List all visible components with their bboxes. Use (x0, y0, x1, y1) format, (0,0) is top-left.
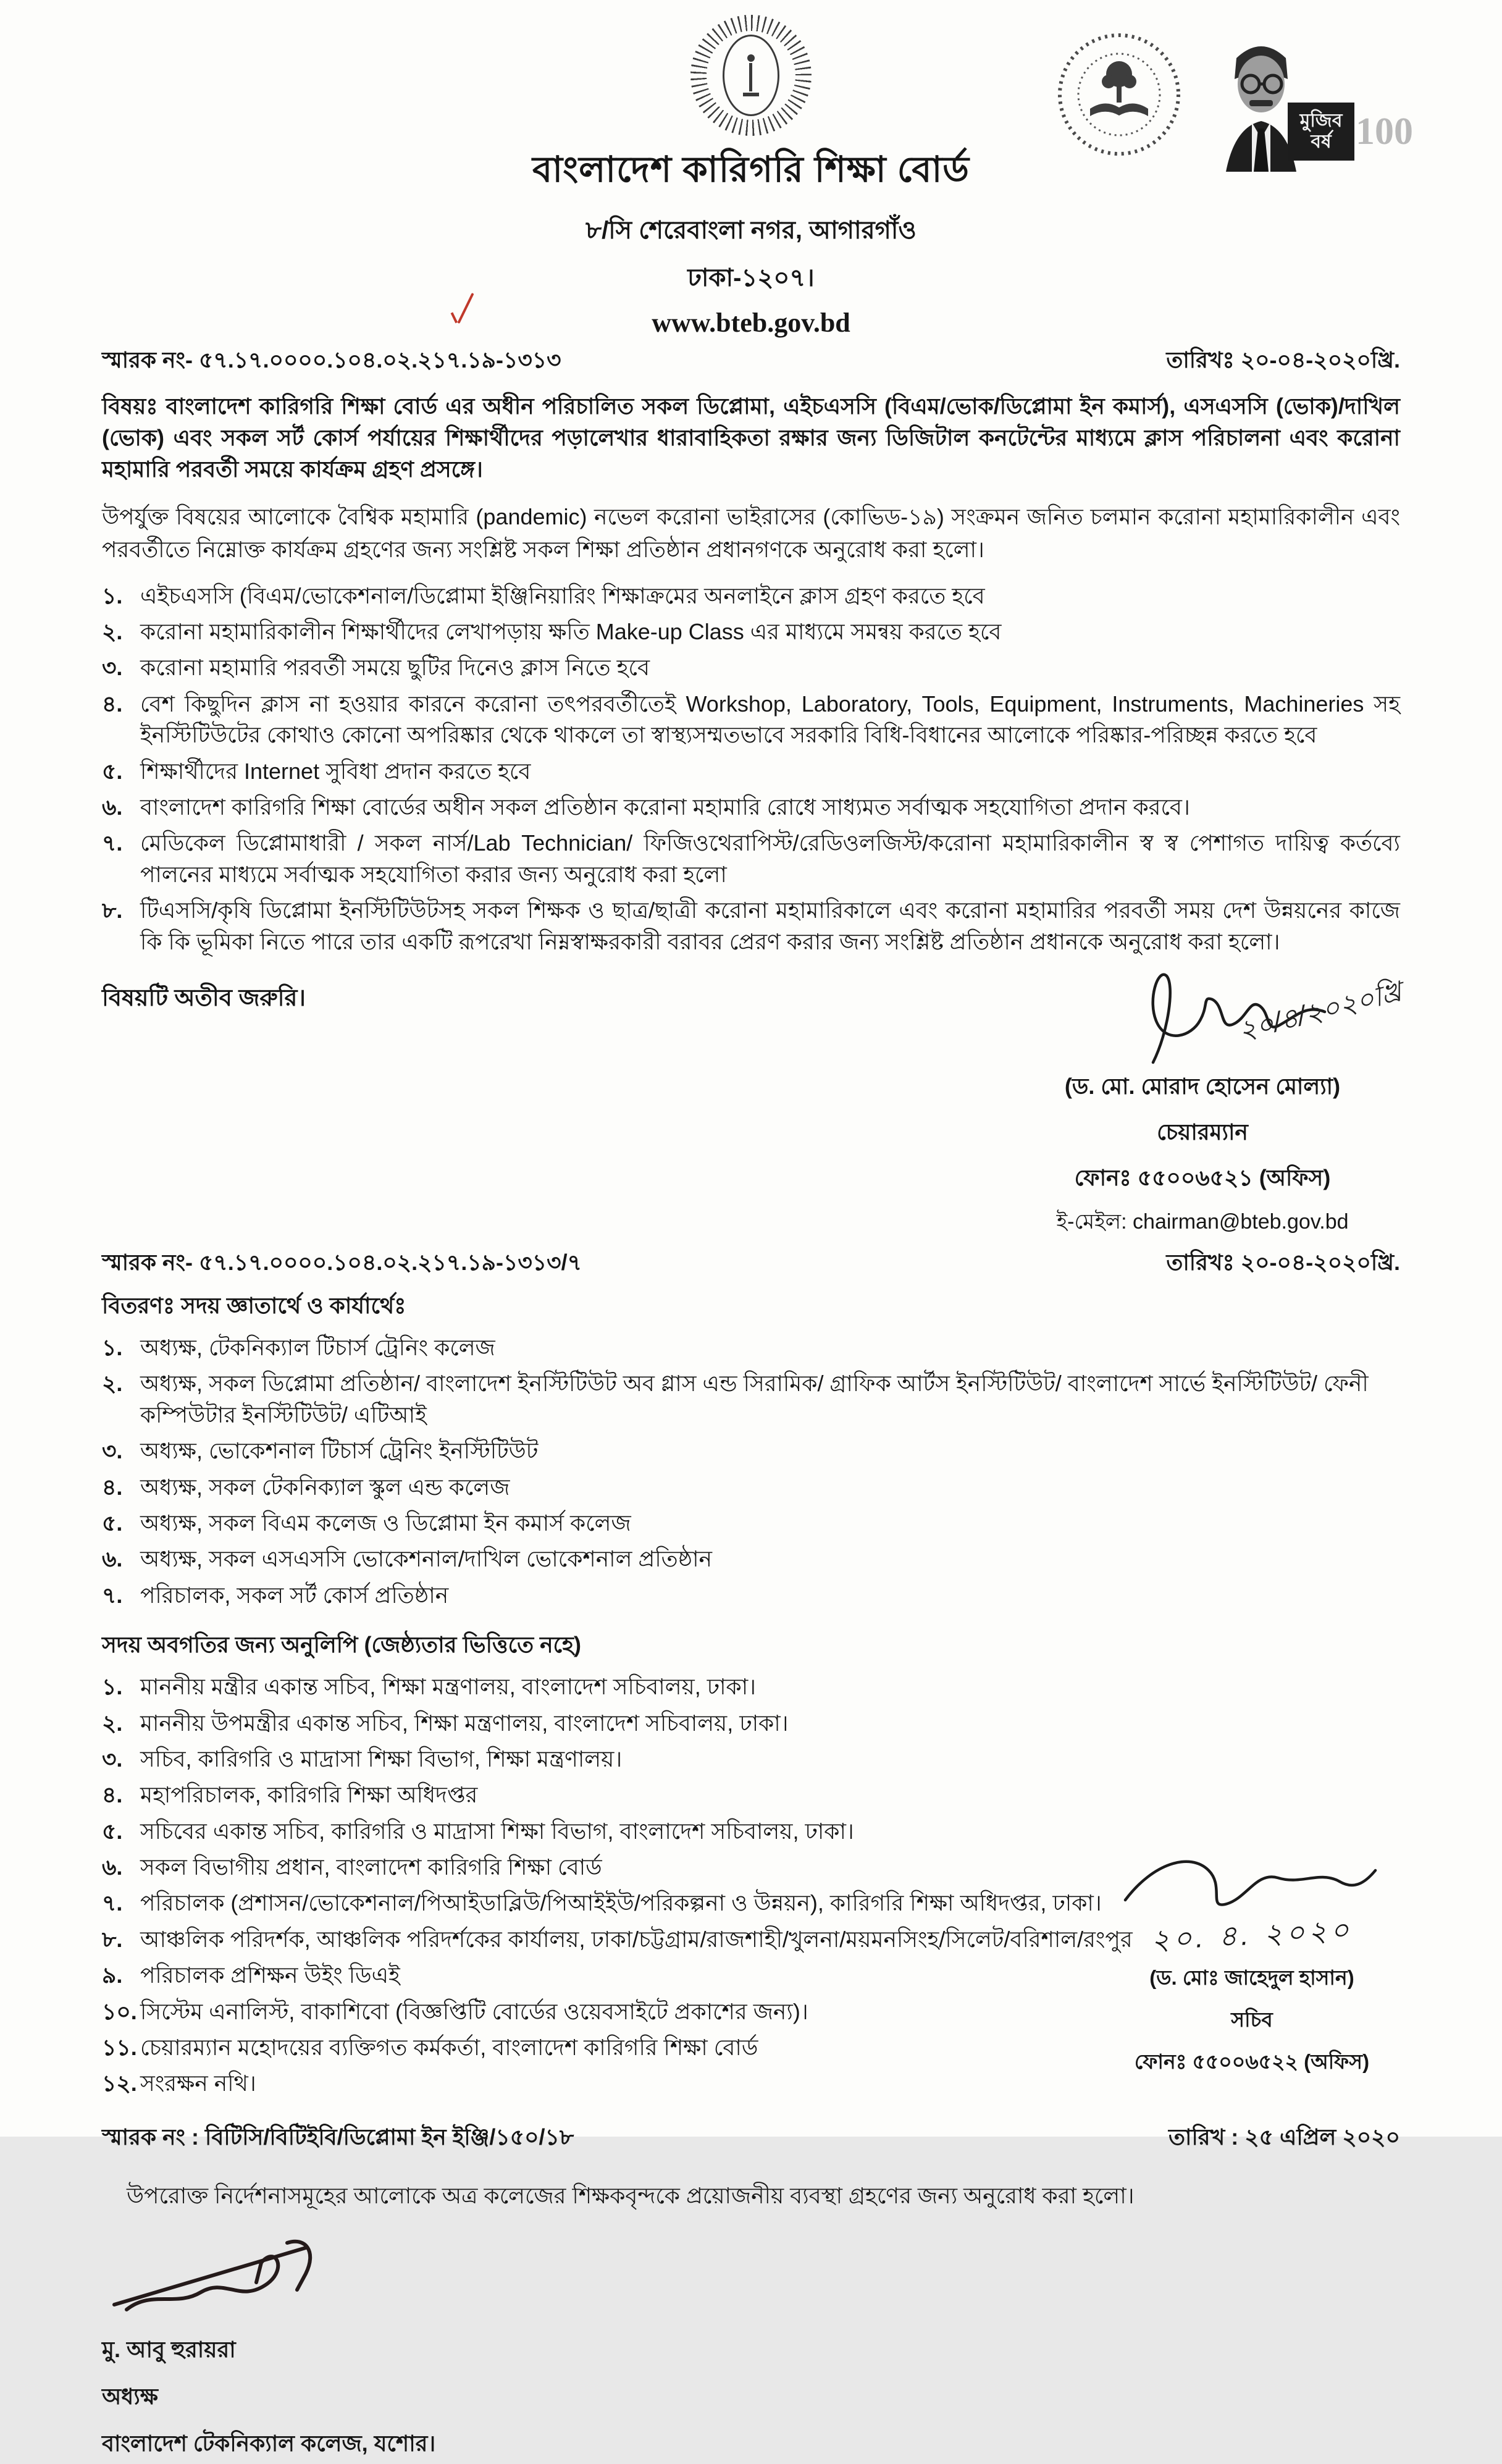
item-text: অধ্যক্ষ, ভোকেশনাল টিচার্স ট্রেনিং ইনস্টিটিউট (140, 1438, 539, 1464)
item-text: বাংলাদেশ কারিগরি শিক্ষা বোর্ডের অধীন সকল প্রতিষ্ঠান করোনা মহামারি রোধে সাধ্যমত সর্বাত্মক সহযোগিতা প্রদান করবে। (140, 794, 1190, 820)
item-text: সিস্টেম এনালিস্ট, বাকাশিবো (বিজ্ঞপ্তিটি বোর্ডের ওয়েবসাইটে প্রকাশের জন্য)। (140, 1998, 808, 2024)
memo1-row (102, 343, 1400, 381)
endorsement-instruction: উপরোক্ত নির্দেশনাসমূহের আলোকে অত্র কলেজের শিক্ষকবৃন্দকে প্রয়োজনীয় ব্যবস্থা গ্রহণের জন্য অনুরোধ করা হলো। (127, 2182, 1135, 2208)
chairman-phone: ফোনঃ ৫৫০০৬৫২১ (অফিস) (1074, 1165, 1331, 1190)
item-number: ৩. (102, 1746, 123, 1772)
item-number: ২. (102, 1371, 123, 1397)
mujib-word-2: বর্ষ (1311, 132, 1332, 152)
secretary-signature-block (1079, 1838, 1425, 2080)
item-text: মেডিকেল ডিপ্লোমাধারী / সকল নার্স/Lab Technician/ ফিজিওথেরাপিস্ট/রেডিওলজিস্ট/করোনা মহামারিকালীন স্ব স্ব পেশাগত দায়িত্ব কর্তব্যে পালনের মাধ্যমে সর্বাত্মক সহযোগিতা করার জন্য অনুরোধ করা হলো (140, 830, 1400, 887)
item-text: অধ্যক্ষ, সকল বিএম কলেজ ও ডিপ্লোমা ইন কমার্স কলেজ (140, 1510, 631, 1536)
distribution-item (102, 1544, 1400, 1575)
urgent-note: বিষয়টি অতীব জরুরি। (102, 985, 306, 1011)
item-text: সচিবের একান্ত সচিব, কারিগরি ও মাদ্রাসা শিক্ষা বিভাগ, বাংলাদেশ সচিবালয়, ঢাকা। (140, 1818, 854, 1844)
item-number: ১. (102, 582, 123, 608)
item-text: মাননীয় মন্ত্রীর একান্ত সচিব, শিক্ষা মন্ত্রণালয়, বাংলাদেশ সচিবালয়, ঢাকা। (140, 1674, 757, 1700)
item-number: ৬. (102, 794, 123, 820)
directives-list (102, 581, 1400, 957)
item-number: ১. (102, 1335, 123, 1360)
item-number: ৭. (102, 830, 123, 856)
directive-item (102, 616, 1400, 647)
item-number: ৫. (102, 1510, 123, 1536)
distribution-heading: বিতরণঃ সদয় জ্ঞাতার্থে ও কার্যার্থেঃ (102, 1293, 406, 1318)
distribution-item (102, 1332, 1400, 1363)
item-text: অধ্যক্ষ, সকল এসএসসি ভোকেশনাল/দাখিল ভোকেশনাল প্রতিষ্ঠান (140, 1546, 713, 1572)
item-text: শিক্ষার্থীদের Internet সুবিধা প্রদান করতে হবে (140, 758, 531, 784)
item-text: মহাপরিচালক, কারিগরি শিক্ষা অধিদপ্তর (140, 1782, 478, 1808)
secretary-phone: ফোনঃ ৫৫০০৬৫২২ (অফিস) (1134, 2050, 1370, 2074)
item-text: পরিচালক, সকল সর্ট কোর্স প্রতিষ্ঠান (140, 1582, 449, 1608)
item-number: ৮. (102, 898, 123, 923)
item-text: অধ্যক্ষ, টেকনিক্যাল টিচার্স ট্রেনিং কলেজ (140, 1335, 495, 1360)
mujib-100-number: 100 (1356, 110, 1413, 153)
memo1-date: তারিখঃ ২০-০৪-২০২০খ্রি. (1166, 347, 1400, 372)
mujib-word-1: মুজিব (1299, 110, 1343, 131)
item-number: ১. (102, 1674, 123, 1700)
item-number: ৪. (102, 691, 123, 717)
item-text: করোনা মহামারি পরবর্তী সময়ে ছুটির দিনেও ক্লাস নিতে হবে (140, 655, 650, 681)
item-number: ১১. (102, 2035, 137, 2061)
memo3-number: স্মারক নং : বিটিসি/বিটিইবি/ডিপ্লোমা ইন ইঞ্জি/১৫০/১৮ (102, 2124, 574, 2150)
principal-designation: অধ্যক্ষ (102, 2384, 158, 2409)
item-number: ৪. (102, 1474, 123, 1500)
bteb-starburst-seal-icon (690, 15, 812, 136)
distribution-item (102, 1368, 1400, 1431)
directive-item (102, 828, 1400, 890)
item-number: ৮. (102, 1926, 123, 1952)
secretary-signature-icon (1116, 1838, 1388, 1919)
copies-heading: সদয় অবগতির জন্য অনুলিপি (জেষ্ঠ্যতার ভিত্তিতে নহে) (102, 1632, 581, 1658)
directive-item (102, 689, 1400, 751)
chairman-designation: চেয়ারম্যান (1157, 1119, 1248, 1145)
item-number: ১২. (102, 2071, 137, 2096)
item-text: বেশ কিছুদিন ক্লাস না হওয়ার কারনে করোনা তৎপরবর্তীতেই Workshop, Laboratory, Tools, Equipment, Instruments, Machineries সহ ইনস্টিটিউটের কোথাও কোনো অপরিষ্কার থেকে থাকলে তা স্বাস্থ্যসম্মতভাবে সরকারি বিধি-বিধানের আলোকে পরিষ্কার-পরিচ্ছন্ন করতে হবে (140, 691, 1400, 748)
item-text: পরিচালক (প্রশাসন/ভোকেশনাল/পিআইডাব্লিউ/পিআইইউ/পরিকল্পনা ও উন্নয়ন), কারিগরি শিক্ষা অধিদপ্তর, ঢাকা। (140, 1890, 1102, 1916)
item-text: টিএসসি/কৃষি ডিপ্লোমা ইনস্টিটিউটসহ সকল শিক্ষক ও ছাত্র/ছাত্রী করোনা মহামারিকালে এবং করোনা মহামারির পরবর্তী সময় দেশ উন্নয়নের কাজে কি কি ভূমিকা নিতে পারে তার একটি রূপরেখা নিম্নস্বাক্ষরকারী বরাবর প্রেরণ করার জন্য সংশ্লিষ্ট প্রতিষ্ঠান প্রধানকে অনুরোধ করা হলো। (140, 898, 1400, 954)
directive-item (102, 895, 1400, 957)
item-number: ৭. (102, 1890, 123, 1916)
item-number: ৫. (102, 1818, 123, 1844)
item-text: আঞ্চলিক পরিদর্শক, আঞ্চলিক পরিদর্শকের কার্যালয়, ঢাকা/চট্টগ্রাম/রাজশাহী/খুলনা/ময়মনসিংহ/সিলেট/বরিশাল/রংপুর (140, 1926, 1133, 1952)
item-number: ২. (102, 1710, 123, 1736)
body-paragraph: উপর্যুক্ত বিষয়ের আলোকে বৈশ্বিক মহামারি (pandemic) নভেল করোনা ভাইরাসের (কোভিড-১৯) সংক্রমন জনিত চলমান করোনা মহামারিকালীন এবং পরবর্তীতে নিম্নোক্ত কার্যক্রম গ্রহণের জন্য সংশ্লিষ্ট সকল শিক্ষা প্রতিষ্ঠান প্রধানগণকে অনুরোধ করা হলো। (102, 504, 1400, 562)
item-number: ১০. (102, 1998, 137, 2024)
chairman-signature-block (1005, 964, 1405, 1241)
secretary-designation: সচিব (1231, 2008, 1273, 2032)
letterhead (102, 11, 1413, 338)
principal-institute: বাংলাদেশ টেকনিক্যাল কলেজ, যশোর। (102, 2431, 436, 2456)
item-number: ৬. (102, 1854, 123, 1880)
item-text: পরিচালক প্রশিক্ষন উইং ডিএই (140, 1962, 400, 1988)
memo2-date: তারিখঃ ২০-০৪-২০২০খ্রি. (1166, 1250, 1400, 1275)
item-number: ৭. (102, 1582, 123, 1608)
org-title: বাংলাদেশ কারিগরি শিক্ষা বোর্ড (532, 149, 970, 190)
item-text: এইচএসসি (বিএম/ভোকেশনাল/ডিপ্লোমা ইঞ্জিনিয়ারিং শিক্ষাক্রমের অনলাইনে ক্লাস গ্রহণ করতে হবে (140, 582, 985, 608)
item-number: ৯. (102, 1962, 123, 1988)
item-text: অধ্যক্ষ, সকল টেকনিক্যাল স্কুল এন্ড কলেজ (140, 1474, 510, 1500)
subject-line: বিষয়ঃ বাংলাদেশ কারিগরি শিক্ষা বোর্ড এর অধীন পরিচালিত সকল ডিপ্লোমা, এইচএসসি (বিএম/ভোক/ডিপ্লোমা ইন কমার্স), এসএসসি (ভোক)/দাখিল (ভোক) এবং সকল সর্ট কোর্স পর্যায়ের শিক্ষার্থীদের পড়ালেখার ধারাবাহিকতা রক্ষার জন্য ডিজিটাল কনটেন্টের মাধ্যমে ক্লাস পরিচালনা এবং করোনা মহামারি পরবর্তী সময়ে কার্যক্রম গ্রহণ প্রসঙ্গে। (102, 393, 1400, 482)
chairman-handwritten-date: ২০/৪/২০২০খ্রি (1235, 977, 1405, 1047)
copy-item (102, 1671, 1400, 1702)
principal-signature-block (102, 2231, 571, 2464)
item-text: করোনা মহামারিকালীন শিক্ষার্থীদের লেখাপড়ায় ক্ষতি Make-up Class এর মাধ্যমে সমন্বয় করতে হবে (140, 619, 1002, 645)
org-address-line2: ঢাকা-১২০৭। (687, 264, 815, 292)
distribution-item (102, 1580, 1400, 1611)
mujib-wordmark (1288, 103, 1354, 161)
copy-item (102, 1744, 1400, 1775)
item-number: ২. (102, 619, 123, 645)
item-number: ৩. (102, 1438, 123, 1464)
item-number: ৬. (102, 1546, 123, 1572)
distribution-item (102, 1508, 1400, 1539)
memo3-row (102, 2121, 1400, 2158)
chairman-name: (ড. মো. মোরাদ হোসেন মোল্যা) (1064, 1074, 1341, 1099)
item-text: অধ্যক্ষ, সকল ডিপ্লোমা প্রতিষ্ঠান/ বাংলাদেশ ইনস্টিটিউট অব গ্লাস এন্ড সিরামিক/ গ্রাফিক আর্টস ইনস্টিটিউট/ বাংলাদেশ সার্ভে ইনস্টিটিউট/ ফেনী কম্পিউটার ইনস্টিটিউট/ এটিআই (140, 1371, 1369, 1428)
education-board-seal-icon (1054, 30, 1184, 159)
item-number: ৪. (102, 1782, 123, 1808)
copy-item (102, 1780, 1400, 1810)
mujib-100-logo (1209, 30, 1413, 172)
copy-item (102, 1708, 1400, 1739)
item-text: মাননীয় উপমন্ত্রীর একান্ত সচিব, শিক্ষা মন্ত্রণালয়, বাংলাদেশ সচিবালয়, ঢাকা। (140, 1710, 789, 1736)
item-text: সংরক্ষন নথি। (140, 2071, 256, 2096)
distribution-item (102, 1472, 1400, 1503)
principal-signature-icon (102, 2231, 448, 2323)
item-text: সকল বিভাগীয় প্রধান, বাংলাদেশ কারিগরি শিক্ষা বোর্ড (140, 1854, 602, 1880)
secretary-name: (ড. মোঃ জাহেদুল হাসান) (1149, 1966, 1354, 1990)
directive-item (102, 581, 1400, 612)
item-text: সচিব, কারিগরি ও মাদ্রাসা শিক্ষা বিভাগ, শিক্ষা মন্ত্রণালয়। (140, 1746, 623, 1772)
distribution-list (102, 1332, 1400, 1611)
memo1-number: স্মারক নং- ৫৭.১৭.০০০০.১০৪.০২.২১৭.১৯-১৩১৩ (102, 347, 561, 372)
org-address-line1: ৮/সি শেরেবাংলা নগর, আগারগাঁও (585, 217, 917, 244)
directive-item (102, 792, 1400, 823)
item-number: ৩. (102, 655, 123, 681)
secretary-handwritten-date: ২০. ৪. ২০২০ (1150, 1913, 1354, 1956)
memo3-date: তারিখ : ২৫ এপ্রিল ২০২০ (1168, 2124, 1400, 2150)
distribution-item (102, 1436, 1400, 1466)
org-website: www.bteb.gov.bd (652, 308, 850, 338)
memo2-number: স্মারক নং- ৫৭.১৭.০০০০.১০৪.০২.২১৭.১৯-১৩১৩/৭ (102, 1250, 582, 1275)
item-text: চেয়ারম্যান মহোদয়ের ব্যক্তিগত কর্মকর্তা, বাংলাদেশ কারিগরি শিক্ষা বোর্ড (140, 2035, 758, 2061)
directive-item (102, 652, 1400, 683)
principal-name: মু. আবু হুরায়রা (102, 2337, 236, 2362)
directive-item (102, 756, 1400, 787)
chairman-email: ই-মেইল: chairman@bteb.gov.bd (1056, 1210, 1349, 1234)
item-number: ৫. (102, 758, 123, 784)
memo2-row (102, 1246, 1400, 1283)
